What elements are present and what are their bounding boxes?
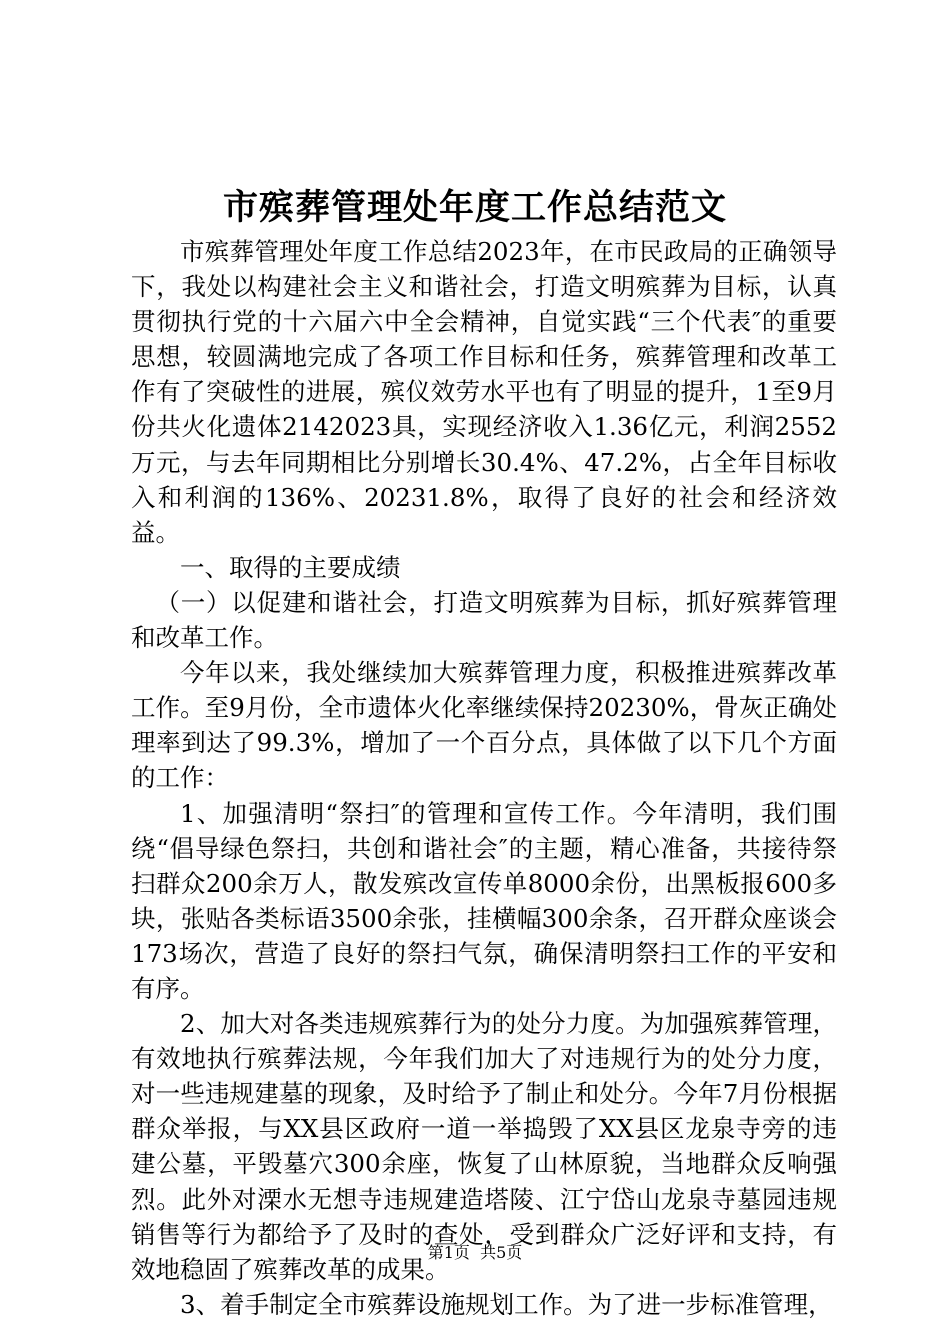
page-footer [0, 1242, 950, 1264]
paragraph-item-3: 3、着手制定全市殡葬设施规划工作。为了进一步标准管理， [180, 1289, 833, 1319]
page-number: 第1页 共5页 [427, 1243, 523, 1262]
subsection-heading-1: （一）以促建和谐社会，打造文明殡葬为目标，抓好殡葬管理和改革工作。 [131, 587, 837, 653]
paragraph-item-1: 1、加强清明“祭扫″的管理和宣传工作。今年清明，我们围绕“倡导绿色祭扫，共创和谐社会″的主题，精心准备，共接待祭扫群众200余万人，散发殡改宣传单8000余份，出黑板报600多块，张贴各类标语3500余张，挂横幅300余条，召开群众座谈会173场次，营造了良好的祭扫气氛，确保清明祭扫工作的平安和有序。 [131, 798, 837, 1003]
section-heading-achievements: 一、取得的主要成绩 [180, 552, 401, 582]
paragraph-intro: 市殡葬管理处年度工作总结2023年，在市民政局的正确领导下，我处以构建社会主义和谐社会，打造文明殡葬为目标，认真贯彻执行党的十六届六中全会精神，自觉实践“三个代表″的重要思想，较圆满地完成了各项工作目标和任务，殡葬管理和改革工作有了突破性的进展，殡仪效劳水平也有了明显的提升，1至9月份共火化遗体2142023具，实现经济收入1.36亿元，利润2552万元，与去年同期相比分别增长30.4%、47.2%，占全年目标收入和利润的136%、20231.8%，取得了良好的社会和经济效益。 [131, 237, 837, 547]
paragraph-item-2: 2、加大对各类违规殡葬行为的处分力度。为加强殡葬管理，有效地执行殡葬法规，今年我们加大了对违规行为的处分力度，对一些违规建墓的现象，及时给予了制止和处分。今年7月份根据群众举报，与XX县区政府一道一举捣毁了XX县区龙泉寺旁的违建公墓，平毁墓穴300余座，恢复了山林原貌，当地群众反响强烈。此外对溧水无想寺违规建造塔陵、江宁岱山龙泉寺墓园违规销售等行为都给予了及时的查处，受到群众广泛好评和支持，有效地稳固了殡葬改革的成果。 [131, 1009, 837, 1284]
document-title: 市殡葬管理处年度工作总结范文 [222, 187, 727, 228]
paragraph-overview: 今年以来，我处继续加大殡葬管理力度，积极推进殡葬改革工作。至9月份，全市遗体火化率继续保持20230%，骨灰正确处理率到达了99.3%，增加了一个百分点，具体做了以下几个方面的工作： [131, 658, 837, 793]
document-body [131, 234, 837, 1322]
